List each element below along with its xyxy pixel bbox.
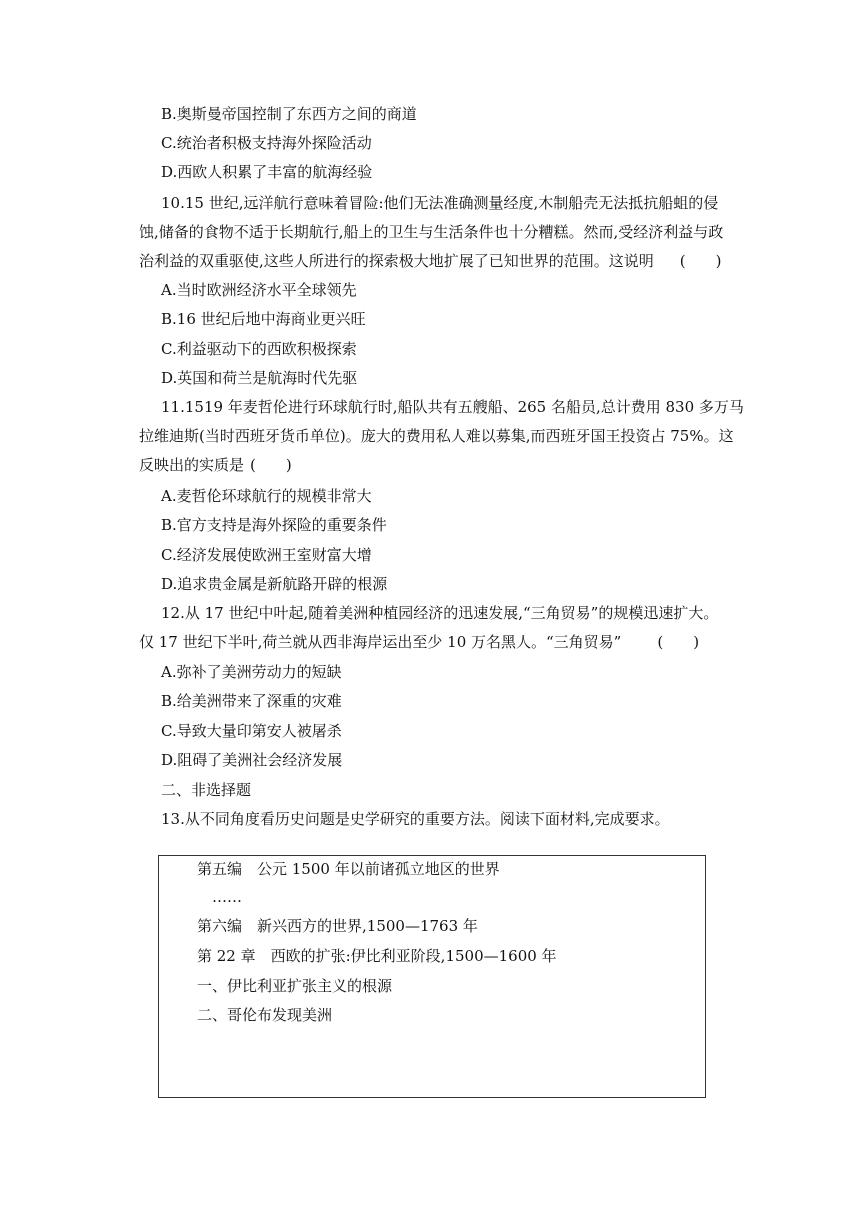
q11-stem bbox=[139, 397, 744, 484]
q12-option-c: C.导致大量印第安人被屠杀 bbox=[161, 722, 342, 740]
q9-option-c: C.统治者积极支持海外探险活动 bbox=[161, 134, 372, 152]
material-line-5: 一、伊比利亚扩张主义的根源 bbox=[197, 977, 393, 995]
q10-option-a: A.当时欧洲经济水平全球领先 bbox=[161, 281, 357, 299]
q10-line-2: 蚀,储备的食物不适于长期航行,船上的卫生与生活条件也十分糟糕。然而,受经济利益与政 bbox=[139, 223, 724, 241]
q11-answer-blank: ( ) bbox=[250, 456, 292, 474]
material-line-1: 第五编 公元 1500 年以前诸孤立地区的世界 bbox=[197, 860, 500, 878]
q11-line-3: 反映出的实质是 bbox=[139, 456, 245, 474]
q10-stem bbox=[139, 193, 724, 280]
material-line-6: 二、哥伦布发现美洲 bbox=[197, 1006, 333, 1024]
q12-option-b: B.给美洲带来了深重的灾难 bbox=[161, 692, 342, 710]
material-box bbox=[158, 855, 706, 1098]
section-title: 二、非选择题 bbox=[161, 781, 252, 799]
material-ellipsis: …… bbox=[197, 888, 243, 906]
q12-answer-blank: ( ) bbox=[657, 633, 700, 651]
q12-stem bbox=[139, 603, 717, 661]
q11-line-1: 11.1519 年麦哲伦进行环球航行时,船队共有五艘船、265 名船员,总计费用 830 多万马 bbox=[161, 398, 744, 416]
q12-option-a: A.弥补了美洲劳动力的短缺 bbox=[161, 663, 342, 681]
q9-option-b: B.奥斯曼帝国控制了东西方之间的商道 bbox=[161, 105, 417, 123]
q11-line-2: 拉维迪斯(当时西班牙货币单位)。庞大的费用私人难以募集,而西班牙国王投资占 75%。这 bbox=[139, 427, 734, 445]
q12-line-2: 仅 17 世纪下半叶,荷兰就从西非海岸运出至少 10 万名黑人。“三角贸易” bbox=[139, 633, 622, 651]
q11-option-a: A.麦哲伦环球航行的规模非常大 bbox=[161, 487, 372, 505]
q12-option-d: D.阻碍了美洲社会经济发展 bbox=[161, 751, 343, 769]
q10-line-3: 治利益的双重驱使,这些人所进行的探索极大地扩展了已知世界的范围。这说明 bbox=[139, 252, 654, 270]
q11-option-c: C.经济发展使欧洲王室财富大增 bbox=[161, 546, 372, 564]
q10-option-c: C.利益驱动下的西欧积极探索 bbox=[161, 340, 357, 358]
material-line-3: 第六编 新兴西方的世界,1500—1763 年 bbox=[197, 917, 478, 935]
q9-option-d: D.西欧人积累了丰富的航海经验 bbox=[161, 163, 373, 181]
q11-option-d: D.追求贵金属是新航路开辟的根源 bbox=[161, 575, 388, 593]
q10-answer-blank: ( ) bbox=[679, 252, 722, 270]
q10-option-b: B.16 世纪后地中海商业更兴旺 bbox=[161, 310, 366, 328]
q12-line-1: 12.从 17 世纪中叶起,随着美洲种植园经济的迅速发展,“三角贸易”的规模迅速扩大。 bbox=[161, 604, 719, 622]
q10-option-d: D.英国和荷兰是航海时代先驱 bbox=[161, 369, 358, 387]
q13-stem: 13.从不同角度看历史问题是史学研究的重要方法。阅读下面材料,完成要求。 bbox=[161, 810, 670, 828]
q11-option-b: B.官方支持是海外探险的重要条件 bbox=[161, 516, 387, 534]
material-line-4: 第 22 章 西欧的扩张:伊比利亚阶段,1500—1600 年 bbox=[197, 947, 557, 965]
q10-line-1: 10.15 世纪,远洋航行意味着冒险:他们无法准确测量经度,木制船壳无法抵抗船蛆的侵 bbox=[161, 194, 719, 212]
